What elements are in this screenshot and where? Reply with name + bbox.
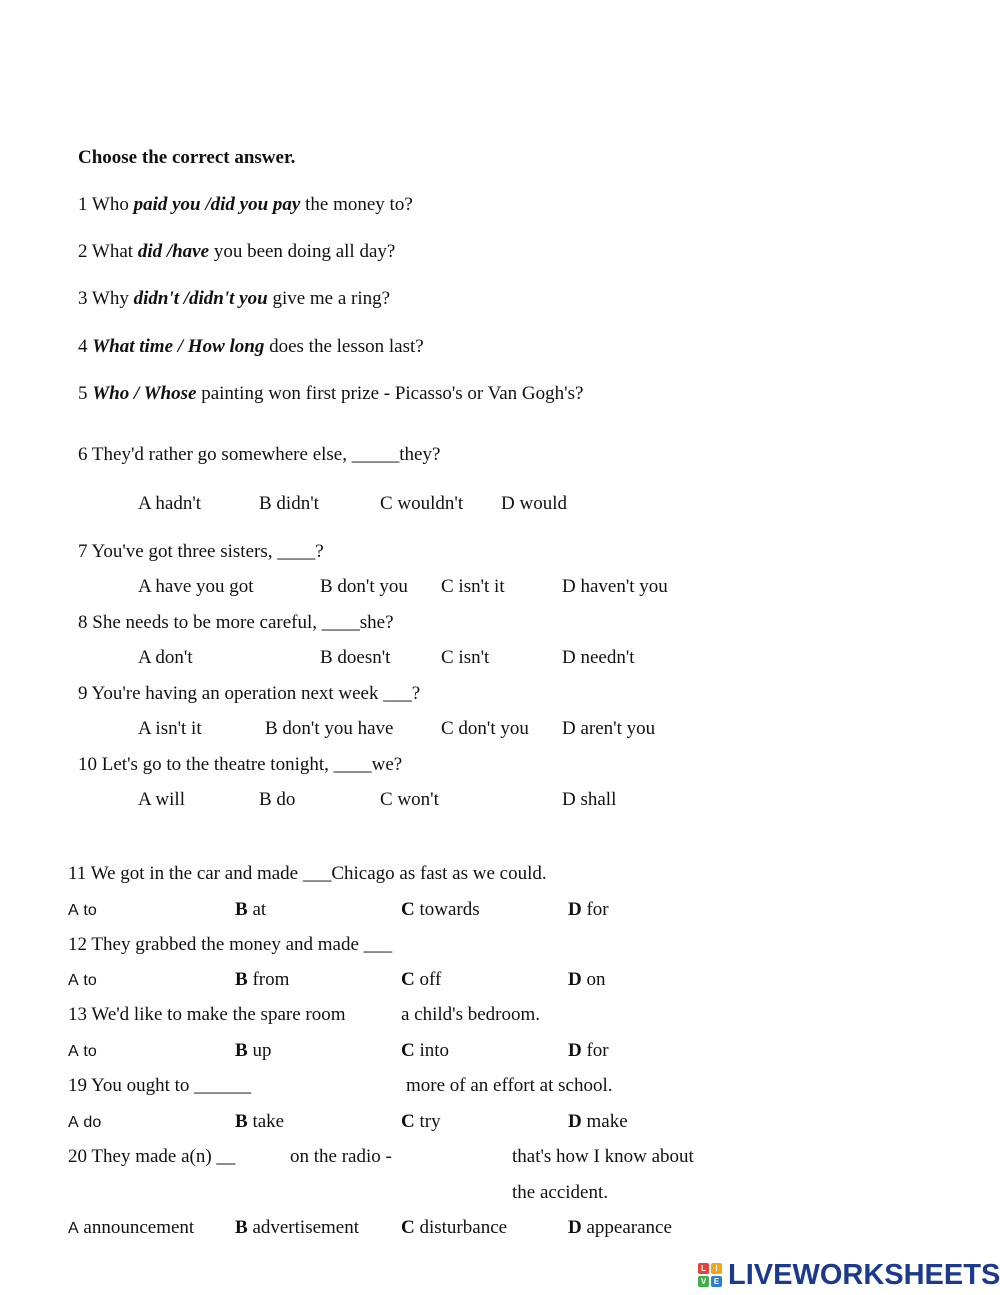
option-b[interactable] xyxy=(235,970,289,989)
question-number: 1 Who xyxy=(78,194,134,215)
option-b[interactable] xyxy=(235,1112,284,1131)
answer-choice[interactable]: Who / Whose xyxy=(92,383,197,404)
option-d[interactable] xyxy=(568,1112,628,1131)
question-number: 2 What xyxy=(78,241,138,262)
liveworksheets-logo[interactable] xyxy=(698,1260,1000,1290)
question-20: 20 They made a(n) __ xyxy=(68,1146,236,1167)
option-letter: D xyxy=(568,1111,582,1132)
question-text: give me a ring? xyxy=(267,288,391,309)
option-d[interactable] xyxy=(568,1041,609,1060)
option-c[interactable]: C don't you xyxy=(441,718,529,739)
question-19: 19 You ought to ______ xyxy=(68,1075,252,1096)
option-text: appearance xyxy=(586,1217,672,1238)
option-letter: A xyxy=(68,902,79,919)
option-letter: B xyxy=(235,1217,248,1238)
option-d[interactable] xyxy=(568,970,605,989)
option-d[interactable]: D shall xyxy=(562,789,617,810)
option-a[interactable] xyxy=(68,1112,101,1131)
option-text: to xyxy=(83,902,97,919)
answer-choice[interactable]: did /have xyxy=(137,241,210,262)
option-c[interactable] xyxy=(401,970,441,989)
question-3 xyxy=(78,289,390,308)
question-1 xyxy=(78,195,413,214)
option-text: into xyxy=(419,1040,450,1061)
option-text: do xyxy=(83,1114,102,1131)
option-text: for xyxy=(586,899,609,920)
option-c[interactable]: C isn't it xyxy=(441,576,505,597)
option-a[interactable]: A don't xyxy=(138,647,193,668)
logo-text: LIVEWORKSHEETS xyxy=(728,1258,1000,1291)
logo-block: V xyxy=(698,1276,709,1287)
option-c[interactable] xyxy=(401,1112,441,1131)
question-7: 7 You've got three sisters, ____? xyxy=(78,541,324,562)
logo-mark-icon xyxy=(698,1263,722,1287)
question-6: 6 They'd rather go somewhere else, _____they? xyxy=(78,444,441,465)
question-20-continuation: that's how I know about xyxy=(512,1146,694,1167)
option-text: on xyxy=(586,969,606,990)
option-a[interactable] xyxy=(68,970,97,989)
option-text: announcement xyxy=(83,1217,195,1238)
option-b[interactable]: B don't you xyxy=(320,576,408,597)
question-2 xyxy=(78,242,395,261)
question-number: 4 xyxy=(78,336,93,357)
option-c[interactable]: C wouldn't xyxy=(380,493,464,514)
option-b[interactable] xyxy=(235,1218,359,1237)
option-b[interactable]: B don't you have xyxy=(265,718,394,739)
option-text: to xyxy=(83,1043,97,1060)
question-12: 12 They grabbed the money and made ___ xyxy=(68,934,393,955)
option-a[interactable]: A isn't it xyxy=(138,718,202,739)
option-b[interactable]: B didn't xyxy=(259,493,319,514)
option-letter: A xyxy=(68,1043,79,1060)
option-d[interactable]: D haven't you xyxy=(562,576,668,597)
option-text: up xyxy=(252,1040,272,1061)
option-letter: A xyxy=(68,1114,79,1131)
option-text: make xyxy=(586,1111,628,1132)
option-letter: C xyxy=(401,1111,415,1132)
option-letter: C xyxy=(401,969,415,990)
option-c[interactable] xyxy=(401,1218,507,1237)
option-c[interactable] xyxy=(401,900,480,919)
question-9: 9 You're having an operation next week ___? xyxy=(78,683,421,704)
option-d[interactable]: D aren't you xyxy=(562,718,656,739)
option-text: disturbance xyxy=(419,1217,508,1238)
option-letter: C xyxy=(401,899,415,920)
option-letter: C xyxy=(401,1040,415,1061)
answer-choice[interactable]: What time / How long xyxy=(92,336,265,357)
question-8: 8 She needs to be more careful, ____she? xyxy=(78,612,394,633)
option-a[interactable]: A have you got xyxy=(138,576,254,597)
option-d[interactable]: D needn't xyxy=(562,647,635,668)
question-20-continuation: the accident. xyxy=(512,1182,609,1203)
option-b[interactable]: B doesn't xyxy=(320,647,391,668)
option-a[interactable]: A will xyxy=(138,789,185,810)
option-b[interactable]: B do xyxy=(259,789,296,810)
question-number: 5 xyxy=(78,383,93,404)
option-a[interactable] xyxy=(68,1041,97,1060)
question-number: 3 Why xyxy=(78,288,134,309)
option-letter: D xyxy=(568,1217,582,1238)
option-a[interactable] xyxy=(68,1218,194,1237)
question-text: painting won first prize - Picasso's or Van Gogh's? xyxy=(196,383,584,404)
option-text: at xyxy=(252,899,267,920)
option-text: from xyxy=(252,969,290,990)
option-c[interactable] xyxy=(401,1041,449,1060)
question-text: the money to? xyxy=(300,194,413,215)
logo-block: I xyxy=(711,1263,722,1274)
option-text: towards xyxy=(419,899,480,920)
question-text: does the lesson last? xyxy=(264,336,424,357)
option-letter: C xyxy=(401,1217,415,1238)
question-13: 13 We'd like to make the spare room xyxy=(68,1004,346,1025)
option-d[interactable] xyxy=(568,900,609,919)
question-19-continuation: more of an effort at school. xyxy=(406,1075,613,1096)
option-letter: D xyxy=(568,969,582,990)
option-letter: B xyxy=(235,899,248,920)
option-letter: B xyxy=(235,1040,248,1061)
option-text: advertisement xyxy=(252,1217,360,1238)
question-4 xyxy=(78,337,424,356)
option-a[interactable] xyxy=(68,900,97,919)
option-text: try xyxy=(419,1111,441,1132)
option-letter: A xyxy=(68,1220,79,1237)
option-a[interactable]: A hadn't xyxy=(138,493,202,514)
answer-choice[interactable]: didn't /didn't you xyxy=(133,288,268,309)
option-letter: B xyxy=(235,1111,248,1132)
question-10: 10 Let's go to the theatre tonight, ____we? xyxy=(78,754,403,775)
option-text: take xyxy=(252,1111,285,1132)
logo-block: L xyxy=(698,1263,709,1274)
question-20-continuation: on the radio - xyxy=(290,1146,392,1167)
worksheet-title: Choose the correct answer. xyxy=(78,147,296,168)
option-c[interactable]: C won't xyxy=(380,789,439,810)
option-d[interactable]: D would xyxy=(501,493,567,514)
option-text: to xyxy=(83,972,97,989)
question-13-continuation: a child's bedroom. xyxy=(401,1004,541,1025)
option-letter: B xyxy=(235,969,248,990)
option-b[interactable] xyxy=(235,1041,271,1060)
answer-choice[interactable]: paid you /did you pay xyxy=(133,194,301,215)
question-11: 11 We got in the car and made ___Chicago as fast as we could. xyxy=(68,863,547,884)
option-text: off xyxy=(419,969,442,990)
question-5 xyxy=(78,384,583,403)
option-text: for xyxy=(586,1040,609,1061)
option-b[interactable] xyxy=(235,900,266,919)
option-letter: D xyxy=(568,899,582,920)
option-c[interactable]: C isn't xyxy=(441,647,490,668)
option-d[interactable] xyxy=(568,1218,672,1237)
question-text: you been doing all day? xyxy=(209,241,396,262)
option-letter: D xyxy=(568,1040,582,1061)
option-letter: A xyxy=(68,972,79,989)
logo-block: E xyxy=(711,1276,722,1287)
